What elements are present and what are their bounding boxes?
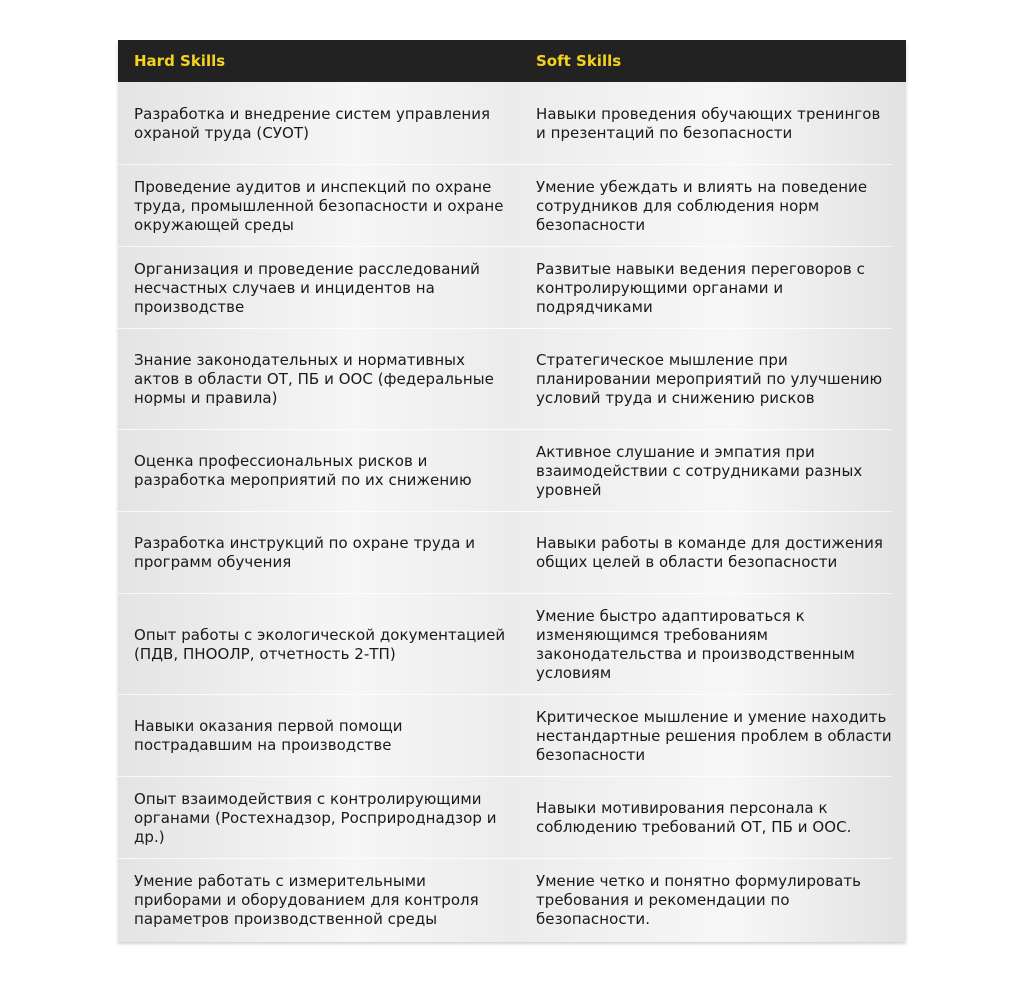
- table-row: [118, 695, 906, 777]
- soft-skill-cell: Навыки работы в команде для достижения общих целей в области безопасности: [536, 534, 884, 571]
- header-soft-skills: Soft Skills: [536, 52, 622, 70]
- table-row: [118, 777, 906, 859]
- hard-skill-cell: Разработка инструкций по охране труда и программ обучения: [134, 534, 476, 571]
- hard-skill-cell: Разработка и внедрение систем управления охраной труда (СУОТ): [134, 104, 491, 142]
- soft-skill-cell: Активное слушание и эмпатия при взаимодействии с сотрудниками разных уровней: [536, 442, 863, 499]
- table-row: [118, 859, 906, 941]
- soft-skill-cell: Навыки мотивирования персонала к соблюдению требований ОТ, ПБ и ООС.: [536, 799, 852, 836]
- table-row: [118, 247, 906, 329]
- hard-skill-cell: Опыт работы с экологической документацией (ПДВ, ПНООЛР, отчетность 2-ТП): [134, 625, 506, 663]
- table-header: [118, 40, 906, 82]
- soft-skill-cell: Умение быстро адаптироваться к изменяющимся требованиям законодательства и производственным условиям: [536, 606, 855, 682]
- hard-skill-cell: Умение работать с измерительными приборами и оборудованием для контроля параметров производственной среды: [134, 871, 479, 928]
- hard-skill-cell: Навыки оказания первой помощи пострадавшим на производстве: [134, 717, 403, 754]
- table-row: [118, 512, 906, 594]
- header-hard-skills: Hard Skills: [134, 52, 226, 70]
- table-row: [118, 165, 906, 247]
- hard-skill-cell: Знание законодательных и нормативных актов в области ОТ, ПБ и ООС (федеральные нормы и правила): [134, 351, 494, 407]
- soft-skill-cell: Навыки проведения обучающих тренингов и презентаций по безопасности: [536, 104, 881, 142]
- table-row: [118, 430, 906, 512]
- table-row: [118, 329, 906, 430]
- hard-skill-cell: Оценка профессиональных рисков и разработка мероприятий по их снижению: [134, 452, 472, 489]
- soft-skill-cell: Критическое мышление и умение находить нестандартные решения проблем в области безопасности: [536, 707, 892, 764]
- table-body: [118, 82, 906, 941]
- table-row: [118, 82, 906, 165]
- hard-skill-cell: Опыт взаимодействия с контролирующими органами (Ростехнадзор, Росприроднадзор и др.): [134, 789, 497, 846]
- soft-skill-cell: Умение убеждать и влиять на поведение сотрудников для соблюдения норм безопасности: [536, 177, 868, 234]
- soft-skill-cell: Развитые навыки ведения переговоров с контролирующими органами и подрядчиками: [536, 259, 865, 316]
- hard-skill-cell: Проведение аудитов и инспекций по охране труда, промышленной безопасности и охране окружающей среды: [134, 177, 504, 234]
- table-row: [118, 594, 906, 695]
- skills-table: [118, 40, 906, 942]
- soft-skill-cell: Умение четко и понятно формулировать требования и рекомендации по безопасности.: [536, 871, 862, 928]
- hard-skill-cell: Организация и проведение расследований несчастных случаев и инцидентов на производстве: [134, 259, 480, 316]
- soft-skill-cell: Стратегическое мышление при планировании мероприятий по улучшению условий труда и снижению рисков: [536, 351, 883, 407]
